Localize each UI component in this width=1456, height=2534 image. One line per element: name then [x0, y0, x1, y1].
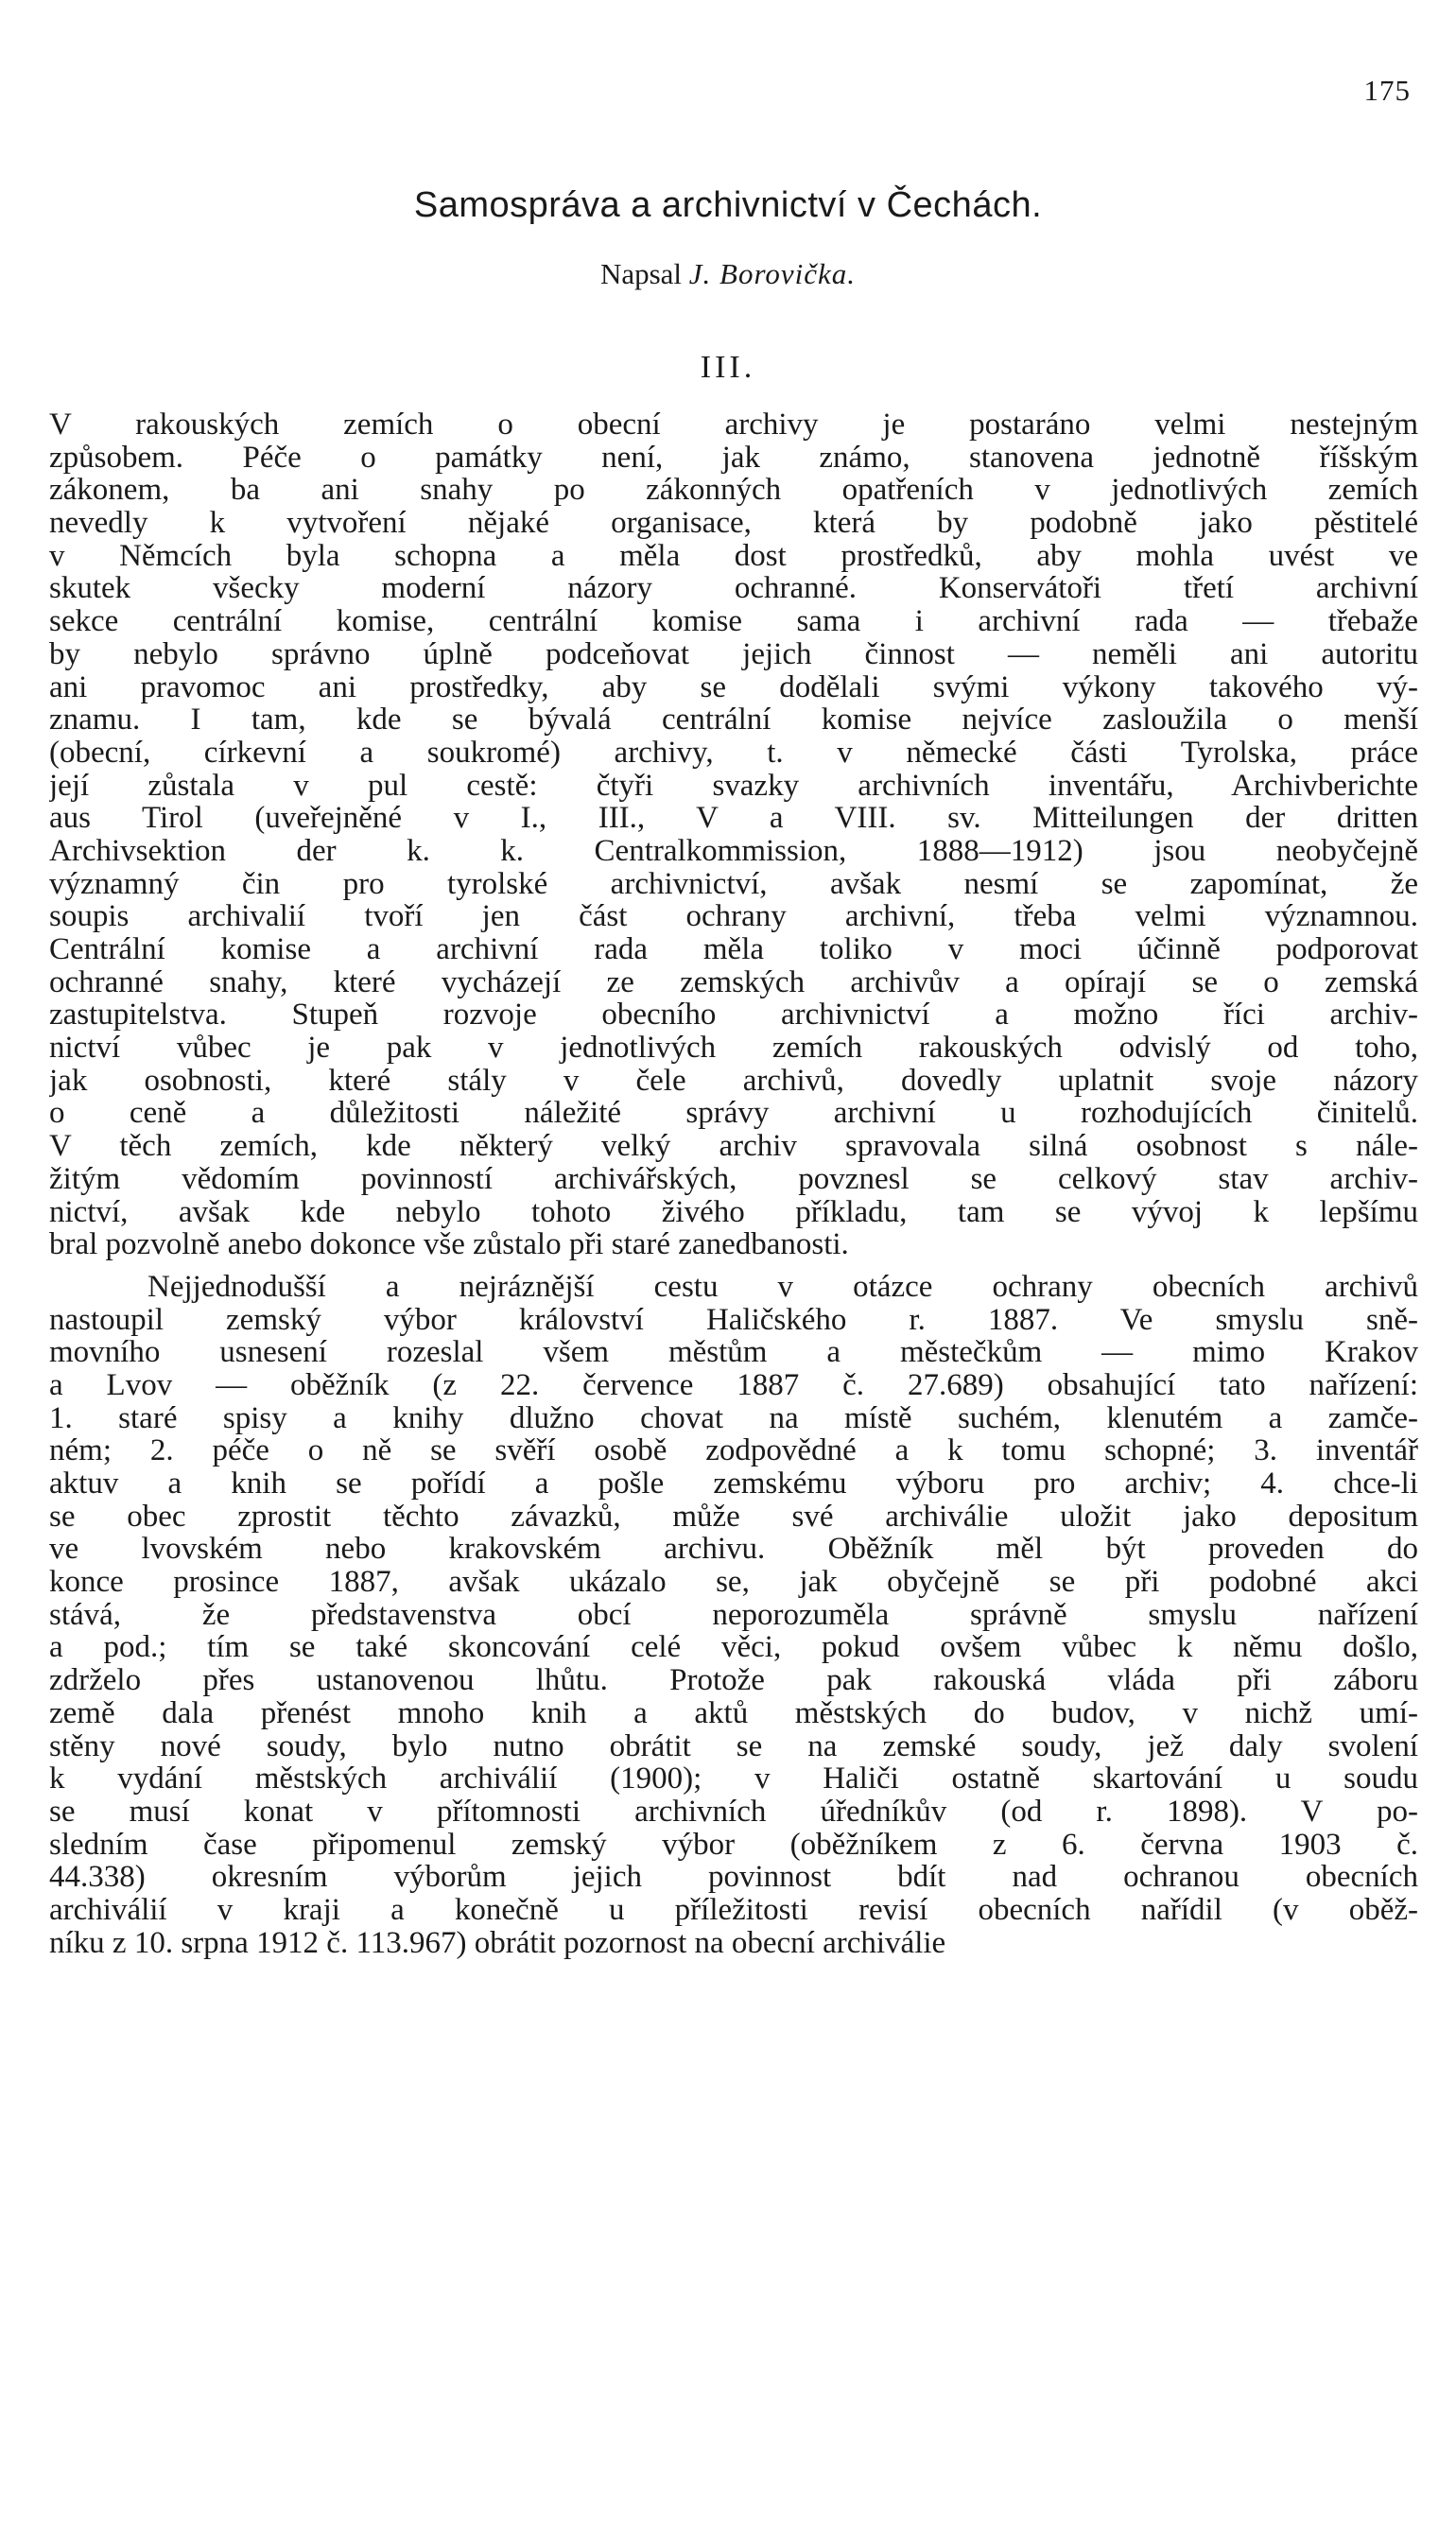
text-line: země dala přenést mnoho knih a aktů městských do budov, v nichž umí-: [49, 1696, 1418, 1730]
text-line: ve lvovském nebo krakovském archivu. Oběžník měl být proveden do: [49, 1533, 1418, 1567]
page-number: 175: [1363, 74, 1411, 107]
text-line: (obecní, církevní a soukromé) archivy, t. v německé části Tyrolska, práce: [49, 736, 1418, 770]
text-line: se obec zprostit těchto závazků, může své archiválie uložit jako depositum: [49, 1500, 1418, 1534]
text-line: sekce centrální komise, centrální komise sama i archivní rada — třebaže: [49, 605, 1418, 638]
text-line: zákonem, ba ani snahy po zákonných opatřeních v jednotlivých zemích: [49, 474, 1418, 508]
paragraph: [49, 408, 1418, 1261]
text-line: ochranné snahy, které vycházejí ze zemských archivův a opírají se o zemská: [49, 965, 1418, 999]
text-line: stává, že představenstva obcí neporozuměla správně smyslu nařízení: [49, 1598, 1418, 1632]
text-line: ném; 2. péče o ně se svěří osobě zodpovědné a k tomu schopné; 3. inventář: [49, 1434, 1418, 1467]
text-line: aktuv a knih se pořídí a pošle zemskému výboru pro archiv; 4. chce-li: [49, 1467, 1418, 1501]
text-line: se musí konat v přítomnosti archivních úředníkův (od r. 1898). V po-: [49, 1795, 1418, 1829]
text-line: Nejjednodušší a nejráznější cestu v otázce ochrany obecních archivů: [147, 1270, 1418, 1304]
text-line: nevedly k vytvoření nějaké organisace, která by podobně jako pěstitelé: [49, 507, 1418, 540]
text-line: Centrální komise a archivní rada měla toliko v moci účinně podporovat: [49, 933, 1418, 966]
text-line: V těch zemích, kde některý velký archiv spravovala silná osobnost s nále-: [49, 1130, 1418, 1163]
text-line: k vydání městských archiválií (1900); v Haliči ostatně skartování u soudu: [49, 1762, 1418, 1796]
text-line: archiválií v kraji a konečně u příležitosti revisí obecních nařídil (v oběž-: [49, 1893, 1418, 1927]
text-line: soupis archivalií tvoří jen část ochrany archivní, třeba velmi významnou.: [49, 900, 1418, 933]
text-line: o ceně a důležitosti náležité správy archivní u rozhodujících činitelů.: [49, 1097, 1418, 1131]
text-line: znamu. I tam, kde se bývalá centrální komise nejvíce zasloužila o menší: [49, 703, 1418, 737]
text-line: významný čin pro tyrolské archivnictví, avšak nesmí se zapomínat, že: [49, 867, 1418, 901]
text-line: stěny nové soudy, bylo nutno obrátit se na zemské soudy, jež daly svolení: [49, 1729, 1418, 1763]
text-line: způsobem. Péče o památky není, jak známo, stanovena jednotně říšským: [49, 441, 1418, 475]
text-line: níku z 10. srpna 1912 č. 113.967) obrátit pozornost na obecní archiválie: [49, 1926, 946, 1960]
text-line: by nebylo správno úplně podceňovat jejich činnost — neměli ani autoritu: [49, 637, 1418, 671]
article-body: [49, 408, 1418, 1959]
text-line: a pod.; tím se také skoncování celé věci, pokud ovšem vůbec k němu došlo,: [49, 1631, 1418, 1665]
text-line: 44.338) okresním výborům jejich povinnost bdít nad ochranou obecních: [49, 1861, 1418, 1894]
text-line: žitým vědomím povinností archivářských, povznesl se celkový stav archiv-: [49, 1162, 1418, 1196]
byline-prefix: Napsal: [599, 257, 683, 290]
text-line: Archivsektion der k. k. Centralkommission, 1888—1912) jsou neobyčejně: [49, 834, 1418, 868]
text-line: nastoupil zemský výbor království Haličského r. 1887. Ve smyslu sně-: [49, 1303, 1418, 1337]
text-line: v Němcích byla schopna a měla dost prostředků, aby mohla uvést ve: [49, 539, 1418, 573]
text-line: movního usnesení rozeslal všem městům a městečkům — mimo Krakov: [49, 1336, 1418, 1369]
text-line: jak osobnosti, které stály v čele archivů, dovedly uplatnit svoje názory: [49, 1064, 1418, 1098]
text-line: nictví vůbec je pak v jednotlivých zemích rakouských odvislý od toho,: [49, 1032, 1418, 1065]
text-line: V rakouských zemích o obecní archivy je postaráno velmi nestejným: [49, 408, 1418, 442]
byline: [0, 257, 1456, 291]
paragraph-gap: [49, 1261, 1418, 1271]
text-line: ani pravomoc ani prostředky, aby se dodělali svými výkony takového vý-: [49, 670, 1418, 704]
text-line: nictví, avšak kde nebylo tohoto živého příkladu, tam se vývoj k lepšímu: [49, 1195, 1418, 1229]
text-line: konce prosince 1887, avšak ukázalo se, jak obyčejně se při podobné akci: [49, 1566, 1418, 1599]
text-line: bral pozvolně anebo dokonce vše zůstalo při staré zanedbanosti.: [49, 1228, 849, 1261]
text-line: 1. staré spisy a knihy dlužno chovat na místě suchém, klenutém a zamče-: [49, 1401, 1418, 1435]
text-line: její zůstala v pul cestě: čtyři svazky archivních inventářu, Archivberichte: [49, 769, 1418, 803]
text-line: a Lvov — oběžník (z 22. července 1887 č. 27.689) obsahující tato nařízení:: [49, 1368, 1418, 1402]
byline-author: J. Borovička.: [688, 257, 857, 290]
paragraph: [49, 1271, 1418, 1959]
article-title: Samospráva a archivnictví v Čechách.: [413, 185, 1043, 225]
section-number: III.: [700, 350, 756, 385]
text-line: sledním čase připomenul zemský výbor (oběžníkem z 6. června 1903 č.: [49, 1828, 1418, 1862]
text-line: skutek všecky moderní názory ochranné. Konservátoři třetí archivní: [49, 572, 1418, 606]
text-line: zastupitelstva. Stupeň rozvoje obecního archivnictví a možno říci archiv-: [49, 998, 1418, 1033]
text-line: zdrželo přes ustanovenou lhůtu. Protože pak rakouská vláda při záboru: [49, 1664, 1418, 1697]
text-line: aus Tirol (uveřejněné v I., III., V a VIII. sv. Mitteilungen der dritten: [49, 802, 1418, 835]
